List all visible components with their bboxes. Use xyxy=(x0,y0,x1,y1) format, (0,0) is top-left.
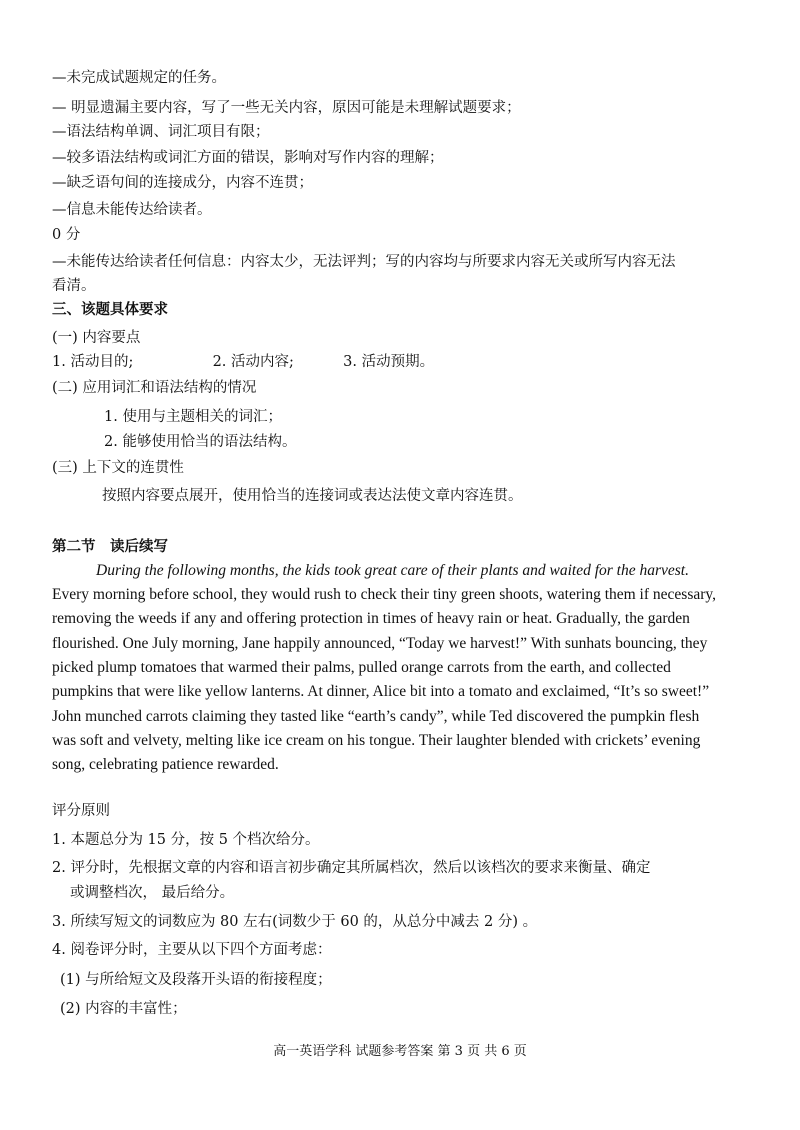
passage-line-6: pumpkins that were like yellow lanterns. At dinner, Alice bit into a tomato and exclaimed, “It’s so sweet!” xyxy=(52,683,710,700)
sub1-title: (一) 内容要点 xyxy=(52,330,141,346)
grading-item-3: 3. 所续写短文的词数应为 80 左右(词数少于 60 的，从总分中减去 2 分) 。 xyxy=(52,914,538,930)
content-point-1: 1. 活动目的; xyxy=(52,354,134,370)
grading-subitem-2: (2) 内容的丰富性； xyxy=(60,1001,187,1017)
sub2-item-1: 1. 使用与主题相关的词汇； xyxy=(104,409,282,425)
grading-item-4: 4. 阅卷评分时，主要从以下四个方面考虑： xyxy=(52,942,332,958)
sub3-desc: 按照内容要点展开，使用恰当的连接词或表达法使文章内容连贯。 xyxy=(102,488,523,504)
zero-score-label: 0 分 xyxy=(52,227,81,243)
content-point-2: 2. 活动内容; xyxy=(212,354,294,370)
passage-line-1: During the following months, the kids took great care of their plants and waited for the harvest. xyxy=(96,562,689,579)
sub3-title: (三) 上下文的连贯性 xyxy=(52,460,184,476)
section3-title: 三、该题具体要求 xyxy=(52,301,168,318)
passage-line-3: removing the weeds if any and offering protection in times of heavy rain or heat. Gradually, the garden xyxy=(52,610,690,627)
content-point-3: 3. 活动预期。 xyxy=(343,354,435,370)
passage-line-9: song, celebrating patience rewarded. xyxy=(52,756,279,773)
criteria-line-4: —较多语法结构或词汇方面的错误，影响对写作内容的理解； xyxy=(52,150,444,166)
criteria-line-3: —语法结构单调、词汇项目有限； xyxy=(52,124,270,140)
content-points xyxy=(52,352,434,372)
criteria-line-5: —缺乏语句间的连接成分，内容不连贯； xyxy=(52,175,313,191)
passage-line-7: John munched carrots claiming they tasted like “earth’s candy”, while Ted discovered the pumpkin flesh xyxy=(52,708,700,725)
sub2-item-2: 2. 能够使用恰当的语法结构。 xyxy=(104,434,297,450)
criteria-line-2: — 明显遗漏主要内容，写了一些无关内容，原因可能是未理解试题要求； xyxy=(52,100,521,116)
page-footer: 高一英语学科 试题参考答案 第 3 页 共 6 页 xyxy=(273,1044,527,1059)
grading-subitem-1: (1) 与所给短文及段落开头语的衔接程度； xyxy=(60,972,332,988)
passage-line-2: Every morning before school, they would rush to check their tiny green shoots, watering them if necessary, xyxy=(52,586,717,603)
criteria-line-1: —未完成试题规定的任务。 xyxy=(52,70,226,86)
passage-line-4: flourished. One July morning, Jane happily announced, “Today we harvest!” With sunhats bouncing, they xyxy=(52,635,708,652)
grading-item-1: 1. 本题总分为 15 分，按 5 个档次给分。 xyxy=(52,832,320,848)
zero-score-desc-2: 看清。 xyxy=(52,278,96,294)
sub2-title: (二) 应用词汇和语法结构的情况 xyxy=(52,380,257,396)
zero-score-desc-1: —未能传达给读者任何信息：内容太少，无法评判；写的内容均与所要求内容无关或所写内容无法 xyxy=(52,254,676,270)
grading-title: 评分原则 xyxy=(52,803,110,819)
passage-line-8: was soft and velvety, melting like ice cream on his tongue. Their laughter blended with crickets’ evening xyxy=(52,732,701,749)
passage-line-5: picked plump tomatoes that warmed their palms, pulled orange carrots from the earth, and collected xyxy=(52,659,671,676)
part2-title: 第二节 读后续写 xyxy=(52,538,168,555)
grading-item-2: 2. 评分时，先根据文章的内容和语言初步确定其所属档次，然后以该档次的要求来衡量、确定 xyxy=(52,860,651,876)
criteria-line-6: —信息未能传达给读者。 xyxy=(52,202,212,218)
grading-item-2-cont: 或调整档次， 最后给分。 xyxy=(70,885,235,901)
